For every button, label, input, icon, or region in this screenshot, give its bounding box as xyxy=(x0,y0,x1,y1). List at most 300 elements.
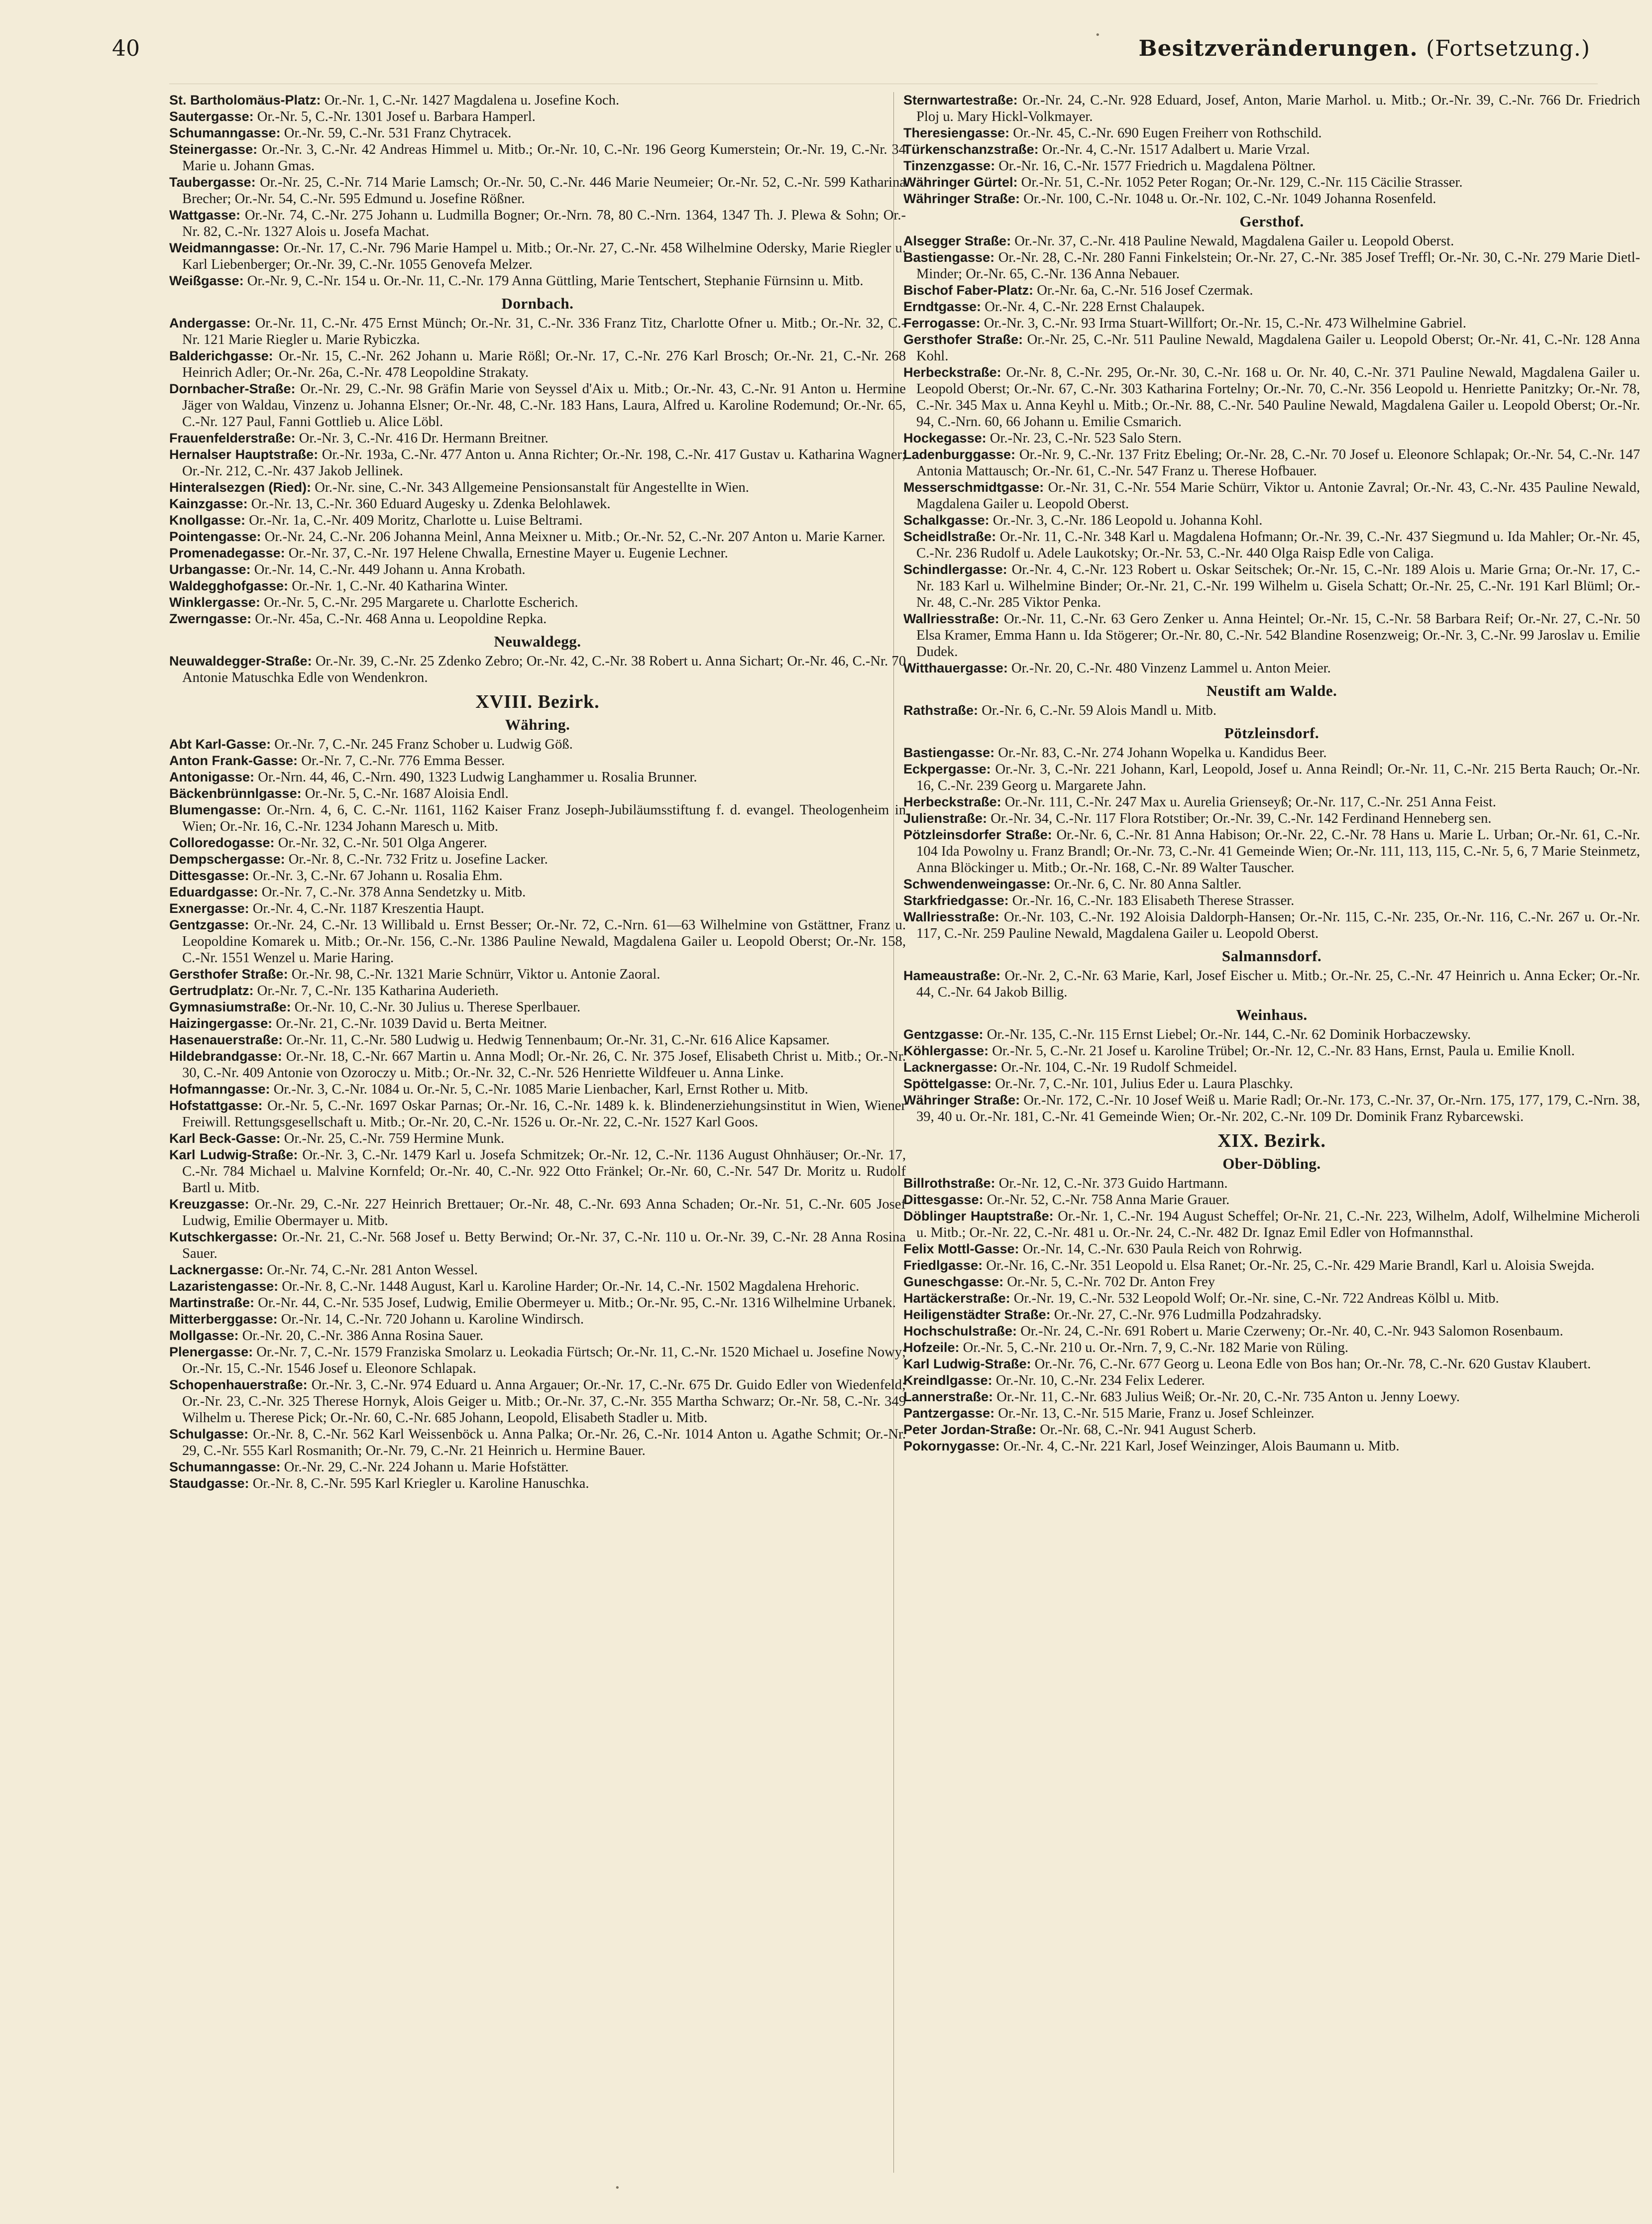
street-name: Gymnasiumstraße: xyxy=(169,1000,291,1014)
entry-text: Or.-Nr. 24, C.-Nr. 928 Eduard, Josef, Anton, Marie Marhol. u. Mitb.; Or.-Nr. 39, C.-Nr. 766 Dr. Friedrich Ploj u. Mary Hickl-Volkmayer. xyxy=(916,93,1640,124)
entry-text: Or.-Nr. 39, C.-Nr. 25 Zdenko Zebro; Or.-Nr. 42, C.-Nr. 38 Robert u. Anna Sichart; Or.-Nr. 46, C.-Nr. 70 Antonie Matuschka Edle von Wendenkron. xyxy=(182,654,906,685)
street-name: Ladenburggasse: xyxy=(903,447,1016,462)
street-entry xyxy=(169,273,906,289)
street-name: Hartäckerstraße: xyxy=(903,1291,1010,1306)
entry-text: Or.-Nr. 83, C.-Nr. 274 Johann Wopelka u. Kandidus Beer. xyxy=(998,745,1327,761)
entry-text: Or.-Nr. 15, C.-Nr. 262 Johann u. Marie Rößl; Or.-Nr. 17, C.-Nr. 276 Karl Brosch; Or.-Nr. 21, C.-Nr. 268 Heinrich Adler; Or.-Nr. 26a, C.-Nr. 478 Leopoldine Strakaty. xyxy=(182,348,906,380)
entry-text: Or.-Nr. 37, C.-Nr. 418 Pauline Newald, Magdalena Gailer u. Leopold Oberst. xyxy=(1014,233,1454,249)
entry-text: Or.-Nr. 25, C.-Nr. 511 Pauline Newald, Magdalena Gailer u. Leopold Oberst; Or.-Nr. 41, C.-Nr. 128 Anna Kohl. xyxy=(916,332,1640,364)
entry-text: Or.-Nr. 14, C.-Nr. 630 Paula Reich von Rohrwig. xyxy=(1022,1241,1303,1257)
street-name: St. Bartholomäus-Platz: xyxy=(169,93,321,108)
entry-text: Or.-Nr. 34, C.-Nr. 117 Flora Rotstiber; Or.-Nr. 39, C.-Nr. 142 Ferdinand Henneberg sen. xyxy=(991,811,1492,826)
street-entry xyxy=(903,1241,1640,1257)
street-name: Witthauergasse: xyxy=(903,661,1008,675)
street-name: Währinger Straße: xyxy=(903,191,1020,206)
street-name: Felix Mottl-Gasse: xyxy=(903,1241,1019,1256)
entry-text: Or.-Nr. 14, C.-Nr. 449 Johann u. Anna Krobath. xyxy=(254,562,526,577)
street-name: Herbeckstraße: xyxy=(903,365,1001,380)
street-name: Gersthofer Straße: xyxy=(169,967,288,982)
street-name: Knollgasse: xyxy=(169,513,246,528)
entry-text: Or.-Nr. 5, C.-Nr. 1301 Josef u. Barbara Hamperl. xyxy=(257,109,536,124)
bezirk-heading: XIX. Bezirk. xyxy=(1217,1130,1326,1151)
street-name: Zwerngasse: xyxy=(169,611,252,626)
entry-text: Or.-Nr. 1, C.-Nr. 1427 Magdalena u. Josefine Koch. xyxy=(324,93,620,108)
left-column xyxy=(169,92,906,2173)
street-name: Hasenauerstraße: xyxy=(169,1032,283,1047)
street-entry xyxy=(903,299,1640,315)
entry-text: Or.-Nr. 3, C.-Nr. 416 Dr. Hermann Breitner. xyxy=(299,431,549,446)
entry-text: Or.-Nrn. 44, 46, C.-Nrn. 490, 1323 Ludwig Langhammer u. Rosalia Brunner. xyxy=(258,770,697,785)
entry-text: Or.-Nr. 172, C.-Nr. 10 Josef Weiß u. Marie Radl; Or.-Nr. 173, C.-Nr. 37, Or.-Nrn. 175, 177, 179, C.-Nrn. 38, 39, 40 u. Or.-Nr. 181, C.-Nr. 41 Gemeinde Wien; Or.-Nr. 202, C.-Nr. 109 Dr. Dominik Franz Rybarcewski. xyxy=(916,1093,1640,1124)
entry-text: Or.-Nr. 4, C.-Nr. 228 Ernst Chalaupek. xyxy=(985,299,1205,315)
street-entry xyxy=(169,348,906,381)
street-name: Neuwaldegger-Straße: xyxy=(169,654,312,668)
entry-text: Or.-Nr. 10, C.-Nr. 234 Felix Lederer. xyxy=(995,1373,1205,1388)
street-name: Sautergasse: xyxy=(169,109,254,124)
entry-text: Or.-Nr. 17, C.-Nr. 796 Marie Hampel u. Mitb.; Or.-Nr. 27, C.-Nr. 458 Wilhelmine Odersky, Marie Riegler u. Karl Liebenberger; Or.-Nr. 39, C.-Nr. 1055 Genovefa Melzer. xyxy=(182,240,906,272)
street-entry xyxy=(169,1130,906,1147)
street-name: Gersthofer Straße: xyxy=(903,332,1023,347)
street-name: Martinstraße: xyxy=(169,1295,255,1310)
street-name: Julienstraße: xyxy=(903,811,988,826)
street-name: Abt Karl-Gasse: xyxy=(169,737,271,752)
street-name: Dempschergasse: xyxy=(169,852,285,867)
street-entry xyxy=(169,1262,906,1278)
street-entry xyxy=(169,1295,906,1311)
street-name: Wattgasse: xyxy=(169,208,241,222)
street-name: Taubergasse: xyxy=(169,175,256,190)
street-entry xyxy=(903,315,1640,332)
print-mark-bottom: • xyxy=(615,2183,620,2193)
entry-text: Or.-Nr. 21, C.-Nr. 1039 David u. Berta Meitner. xyxy=(276,1016,548,1031)
street-entry xyxy=(169,1048,906,1081)
district-heading: Pötzleinsdorf. xyxy=(1224,724,1320,742)
street-entry xyxy=(169,1229,906,1262)
street-name: Anton Frank-Gasse: xyxy=(169,753,298,768)
street-name: Türkenschanzstraße: xyxy=(903,142,1039,157)
street-name: Bischof Faber-Platz: xyxy=(903,283,1034,298)
street-entry xyxy=(169,983,906,999)
entry-text: Or.-Nr. 100, C.-Nr. 1048 u. Or.-Nr. 102, C.-Nr. 1049 Johanna Rosenfeld. xyxy=(1023,191,1436,207)
street-name: Kreindlgasse: xyxy=(903,1373,992,1388)
entry-text: Or.-Nr. 16, C.-Nr. 351 Leopold u. Elsa Ranet; Or.-Nr. 25, C.-Nr. 429 Marie Brandl, Karl u. Aloisia Swejda. xyxy=(986,1258,1595,1273)
entry-text: Or.-Nr. 6a, C.-Nr. 516 Josef Czermak. xyxy=(1037,283,1253,298)
street-name: Blumengasse: xyxy=(169,802,261,817)
street-name: Karl Ludwig-Straße: xyxy=(169,1147,298,1162)
street-entry xyxy=(903,282,1640,299)
entry-text: Or.-Nr. 74, C.-Nr. 275 Johann u. Ludmilla Bogner; Or.-Nrn. 78, 80 C.-Nrn. 1364, 1347 Th. J. Plewa & Sohn; Or.-Nr. 82, C.-Nr. 1327 Alois u. Josefa Machat. xyxy=(182,208,906,239)
entry-text: Or.-Nr. 13, C.-Nr. 515 Marie, Franz u. Josef Schleinzer. xyxy=(998,1406,1315,1421)
entry-text: Or.-Nr. 32, C.-Nr. 501 Olga Angerer. xyxy=(278,835,487,851)
street-name: Urbangasse: xyxy=(169,562,251,577)
street-entry xyxy=(903,1405,1640,1422)
street-entry xyxy=(903,1192,1640,1208)
street-name: Lacknergasse: xyxy=(903,1060,998,1075)
street-entry xyxy=(903,1422,1640,1438)
street-name: Lannerstraße: xyxy=(903,1389,993,1404)
entry-text: Or.-Nr. 31, C.-Nr. 554 Marie Schürr, Viktor u. Antonie Zavral; Or.-Nr. 43, C.-Nr. 435 Pauline Newald, Magdalena Gailer u. Leopold Oberst. xyxy=(916,480,1640,512)
street-name: Pokornygasse: xyxy=(903,1439,1000,1453)
street-entry xyxy=(169,653,906,686)
street-name: Schwendenweingasse: xyxy=(903,877,1051,891)
street-entry xyxy=(169,851,906,868)
street-name: Hofmanngasse: xyxy=(169,1082,270,1097)
district-heading: Gersthof. xyxy=(1239,213,1304,230)
street-name: Erndtgasse: xyxy=(903,299,982,314)
street-entry xyxy=(169,578,906,594)
street-name: Gertrudplatz: xyxy=(169,983,254,998)
entry-text: Or.-Nr. 24, C.-Nr. 13 Willibald u. Ernst Besser; Or.-Nr. 72, C.-Nrn. 61—63 Wilhelmine von Gstättner, Franz u. Leopoldine Komarek u. Mitb.; Or.-Nr. 156, C.-Nr. 1386 Pauline Newald, Magdalena Gailer u. Leopold Oberst; Or.-Nr. 158, C.-Nr. 1551 Wenzel u. Marie Haring. xyxy=(182,917,906,966)
entry-text: Or.-Nr. 25, C.-Nr. 714 Marie Lamsch; Or.-Nr. 50, C.-Nr. 446 Marie Neumeier; Or.-Nr. 52, C.-Nr. 599 Katharina Brecher; Or.-Nr. 54, C.-Nr. 595 Edmund u. Josefine Rößner. xyxy=(182,175,906,207)
street-entry xyxy=(903,745,1640,761)
street-entry xyxy=(169,753,906,769)
street-entry xyxy=(903,909,1640,942)
district-heading: Währing. xyxy=(505,716,570,733)
street-entry xyxy=(903,1257,1640,1274)
entry-text: Or.-Nr. 28, C.-Nr. 280 Fanni Finkelstein; Or.-Nr. 27, C.-Nr. 385 Josef Treffl; Or.-Nr. 30, C.-Nr. 279 Marie Dietl-Minder; Or.-Nr. 65, C.-Nr. 136 Anna Nebauer. xyxy=(916,250,1640,282)
entry-text: Or.-Nr. 29, C.-Nr. 98 Gräfin Marie von Seyssel d'Aix u. Mitb.; Or.-Nr. 43, C.-Nr. 91 Anton u. Hermine Jäger von Waldau, Vinzenz u. Johanna Elsner; Or.-Nr. 48, C.-Nr. 183 Hans, Laura, Alfred u. Karoline Rodemund; Or.-Nr. 65, C.-Nr. 127 Paul, Fanni Gottlieb u. Alice Löbl. xyxy=(182,381,906,430)
entry-text: Or.-Nr. 74, C.-Nr. 281 Anton Wessel. xyxy=(267,1262,478,1278)
street-name: Messerschmidtgasse: xyxy=(903,480,1044,495)
street-entry xyxy=(169,884,906,900)
street-name: Hinteralsezgen (Ried): xyxy=(169,480,312,495)
street-entry xyxy=(169,1475,906,1492)
entry-text: Or.-Nr. 3, C.-Nr. 974 Eduard u. Anna Argauer; Or.-Nr. 17, C.-Nr. 675 Dr. Guido Edler von Wiedenfeld; Or.-Nr. 23, C.-Nr. 325 Therese Hornyk, Alois Geiger u. Mitb.; Or.-Nr. 37, C.-Nr. 355 Martha Schwarz; Or.-Nr. 58, C.-Nr. 349 Wilhelm u. Therese Pick; Or.-Nr. 60, C.-Nr. 685 Johann, Leopold, Elisabeth Stadler u. Mitb. xyxy=(182,1377,906,1426)
street-entry xyxy=(169,141,906,174)
entry-text: Or.-Nr. 25, C.-Nr. 759 Hermine Munk. xyxy=(284,1131,505,1146)
entry-text: Or.-Nr. sine, C.-Nr. 343 Allgemeine Pensionsanstalt für Angestellte in Wien. xyxy=(315,480,749,495)
entry-text: Or.-Nr. 193a, C.-Nr. 477 Anton u. Anna Richter; Or.-Nr. 198, C.-Nr. 417 Gustav u. Katharina Wagner; Or.-Nr. 212, C.-Nr. 437 Jakob Jellinek. xyxy=(182,447,906,479)
entry-text: Or.-Nr. 76, C.-Nr. 677 Georg u. Leona Edle von Bos han; Or.-Nr. 78, C.-Nr. 620 Gustav Klaubert. xyxy=(1034,1356,1591,1372)
entry-text: Or.-Nr. 11, C.-Nr. 580 Ludwig u. Hedwig Tennenbaum; Or.-Nr. 31, C.-Nr. 616 Alice Kapsamer. xyxy=(286,1032,830,1048)
street-entry xyxy=(903,141,1640,158)
street-entry xyxy=(903,249,1640,282)
district-heading: Ober-Döbling. xyxy=(1222,1155,1321,1172)
street-name: Dittesgasse: xyxy=(169,868,249,883)
entry-text: Or.-Nr. 4, C.-Nr. 123 Robert u. Oskar Seitschek; Or.-Nr. 15, C.-Nr. 189 Alois u. Marie Grna; Or.-Nr. 17, C.-Nr. 183 Karl u. Wilhelmine Binder; Or.-Nr. 21, C.-Nr. 199 Wilhelm u. Gisela Schatt; Or.-Nr. 25, C.-Nr. 191 Karl Blüml; Or.-Nr. 48, C.-Nr. 285 Viktor Penka. xyxy=(916,562,1640,610)
street-name: Hofzeile: xyxy=(903,1340,960,1355)
print-mark: • xyxy=(1095,30,1101,40)
street-entry xyxy=(169,207,906,240)
street-entry xyxy=(169,785,906,802)
entry-text: Or.-Nr. 29, C.-Nr. 224 Johann u. Marie Hofstätter. xyxy=(284,1459,569,1475)
page-title-subtitle: (Fortsetzung.) xyxy=(1426,36,1590,61)
entry-text: Or.-Nr. 103, C.-Nr. 192 Aloisia Daldorph-Hansen; Or.-Nr. 115, C.-Nr. 235, Or.-Nr. 116, C.-Nr. 267 u. Or.-Nr. 117, C.-Nr. 259 Pauline Newald, Magdalena Gailer u. Leopold Oberst. xyxy=(916,909,1640,941)
entry-text: Or.-Nr. 10, C.-Nr. 30 Julius u. Therese Sperlbauer. xyxy=(294,1000,581,1015)
street-entry xyxy=(903,611,1640,660)
entry-text: Or.-Nr. 24, C.-Nr. 206 Johanna Meinl, Anna Meixner u. Mitb.; Or.-Nr. 52, C.-Nr. 207 Anton u. Marie Karner. xyxy=(264,529,885,545)
street-entry xyxy=(903,1092,1640,1125)
entry-text: Or.-Nr. 111, C.-Nr. 247 Max u. Aurelia Grienseyß; Or.-Nr. 117, C.-Nr. 251 Anna Feist. xyxy=(1004,794,1496,810)
entry-text: Or.-Nr. 5, C.-Nr. 1687 Aloisia Endl. xyxy=(305,786,509,801)
street-name: Währinger Straße: xyxy=(903,1093,1020,1108)
street-entry xyxy=(903,1438,1640,1454)
street-entry xyxy=(169,1344,906,1377)
page-number: 40 xyxy=(112,36,140,61)
entry-text: Or.-Nr. 7, C.-Nr. 245 Franz Schober u. Ludwig Göß. xyxy=(274,737,573,752)
entry-text: Or.-Nr. 16, C.-Nr. 183 Elisabeth Therese Strasser. xyxy=(1012,893,1295,908)
street-entry xyxy=(169,900,906,917)
entry-text: Or.-Nr. 59, C.-Nr. 531 Franz Chytracek. xyxy=(284,125,512,141)
street-entry xyxy=(903,332,1640,364)
entry-text: Or.-Nr. 1, C.-Nr. 194 August Scheffel; Or-Nr. 21, C.-Nr. 223, Wilhelm, Adolf, Wilhelmine Micheroli u. Mitb.; Or.-Nr. 22, C.-Nr. 481 u. Or.-Nr. 24, C.-Nr. 482 Dr. Ignaz Emil Edler von Hofmannsthal. xyxy=(916,1209,1640,1240)
street-entry xyxy=(903,876,1640,892)
street-name: Lazaristengasse: xyxy=(169,1279,279,1294)
street-name: Winklergasse: xyxy=(169,595,260,610)
street-entry xyxy=(169,174,906,207)
street-entry xyxy=(169,1196,906,1229)
street-name: Hildebrandgasse: xyxy=(169,1049,282,1064)
street-entry xyxy=(169,240,906,273)
street-name: Sternwartestraße: xyxy=(903,93,1018,108)
street-entry xyxy=(903,1076,1640,1092)
street-entry xyxy=(903,810,1640,827)
street-name: Lacknergasse: xyxy=(169,1262,264,1277)
street-name: Köhlergasse: xyxy=(903,1043,989,1058)
street-entry xyxy=(169,1015,906,1032)
street-entry xyxy=(903,158,1640,174)
entry-text: Or.-Nr. 135, C.-Nr. 115 Ernst Liebel; Or.-Nr. 144, C.-Nr. 62 Dominik Horbaczewsky. xyxy=(987,1027,1471,1042)
entry-text: Or.-Nr. 20, C.-Nr. 480 Vinzenz Lammel u. Anton Meier. xyxy=(1011,661,1331,676)
street-entry xyxy=(169,125,906,141)
street-name: Heiligenstädter Straße: xyxy=(903,1307,1051,1322)
street-entry xyxy=(169,868,906,884)
street-entry xyxy=(169,479,906,496)
street-entry xyxy=(903,892,1640,909)
entry-text: Or.-Nr. 4, C.-Nr. 221 Karl, Josef Weinzinger, Alois Baumann u. Mitb. xyxy=(1003,1439,1400,1454)
entry-text: Or.-Nr. 3, C.-Nr. 221 Johann, Karl, Leopold, Josef u. Anna Reindl; Or.-Nr. 11, C.-Nr. 215 Berta Rauch; Or.-Nr. 16, C.-Nr. 239 Georg u. Margarete Jahn. xyxy=(916,762,1640,793)
street-name: Frauenfelderstraße: xyxy=(169,431,296,445)
entry-text: Or.-Nr. 8, C.-Nr. 1448 August, Karl u. Karoline Harder; Or.-Nr. 14, C.-Nr. 1502 Magdalena Hrehoric. xyxy=(282,1279,860,1294)
street-name: Hameaustraße: xyxy=(903,968,1001,983)
entry-text: Or.-Nr. 68, C.-Nr. 941 August Scherb. xyxy=(1040,1422,1256,1438)
street-entry xyxy=(169,381,906,430)
entry-text: Or.-Nr. 5, C.-Nr. 1697 Oskar Parnas; Or.-Nr. 16, C.-Nr. 1489 k. k. Blindenerziehungsinstitut in Wien, Wiener Freiwill. Rettungsgesellschaft u. Mitb.; Or.-Nr. 20, C.-Nr. 1526 u. Or.-Nr. 22, C.-Nr. 1527 Karl Goos. xyxy=(182,1098,906,1130)
entry-text: Or.-Nr. 9, C.-Nr. 154 u. Or.-Nr. 11, C.-Nr. 179 Anna Güttling, Marie Tentschert, Stephanie Fürnsinn u. Mitb. xyxy=(247,273,864,289)
street-entry xyxy=(903,702,1640,719)
street-entry xyxy=(169,917,906,966)
page-header xyxy=(112,36,1590,76)
entry-text: Or.-Nr. 13, C.-Nr. 360 Eduard Augesky u. Zdenka Belohlawek. xyxy=(251,496,611,512)
street-entry xyxy=(169,1426,906,1459)
entry-text: Or.-Nr. 23, C.-Nr. 523 Salo Stern. xyxy=(990,431,1182,446)
street-entry xyxy=(903,1208,1640,1241)
street-name: Colloredogasse: xyxy=(169,835,275,850)
street-entry xyxy=(903,1339,1640,1356)
street-entry xyxy=(903,827,1640,876)
street-entry xyxy=(169,594,906,611)
street-name: Pointengasse: xyxy=(169,529,261,544)
street-entry xyxy=(169,529,906,545)
entry-text: Or.-Nr. 5, C.-Nr. 210 u. Or.-Nrn. 7, 9, C.-Nr. 182 Marie von Rüling. xyxy=(963,1340,1349,1355)
street-entry xyxy=(169,496,906,512)
street-entry xyxy=(903,761,1640,794)
street-name: Bäckenbrünnlgasse: xyxy=(169,786,302,801)
street-entry xyxy=(169,561,906,578)
street-entry xyxy=(169,315,906,348)
street-entry xyxy=(903,660,1640,676)
street-entry xyxy=(169,446,906,479)
street-name: Antonigasse: xyxy=(169,770,255,784)
street-entry xyxy=(169,1328,906,1344)
street-name: Balderichgasse: xyxy=(169,348,273,363)
street-entry xyxy=(903,1043,1640,1059)
street-entry xyxy=(903,529,1640,561)
street-name: Haizingergasse: xyxy=(169,1016,273,1031)
street-entry xyxy=(169,109,906,125)
entry-text: Or.-Nr. 37, C.-Nr. 197 Helene Chwalla, Ernestine Mayer u. Eugenie Lechner. xyxy=(288,546,728,561)
street-name: Kreuzgasse: xyxy=(169,1197,249,1212)
street-entry xyxy=(903,1059,1640,1076)
street-name: Kainzgasse: xyxy=(169,496,248,511)
street-entry xyxy=(903,561,1640,611)
street-name: Dornbacher-Straße: xyxy=(169,381,296,396)
street-name: Mollgasse: xyxy=(169,1328,239,1343)
entry-text: Or.-Nr. 7, C.-Nr. 378 Anna Sendetzky u. Mitb. xyxy=(261,885,526,900)
street-name: Peter Jordan-Straße: xyxy=(903,1422,1037,1437)
street-entry xyxy=(903,968,1640,1001)
street-entry xyxy=(903,174,1640,191)
page-title xyxy=(1138,36,1590,61)
street-entry xyxy=(169,835,906,851)
street-entry xyxy=(903,191,1640,207)
street-name: Kutschkergasse: xyxy=(169,1229,278,1244)
entry-text: Or.-Nr. 7, C.-Nr. 101, Julius Eder u. Laura Plaschky. xyxy=(995,1076,1293,1092)
street-entry xyxy=(903,1323,1640,1339)
street-name: Ferrogasse: xyxy=(903,316,981,331)
entry-text: Or.-Nr. 27, C.-Nr. 976 Ludmilla Podzahradsky. xyxy=(1054,1307,1322,1323)
entry-text: Or.-Nr. 3, C.-Nr. 186 Leopold u. Johanna Kohl. xyxy=(992,513,1263,528)
street-name: Hockegasse: xyxy=(903,431,987,445)
entry-text: Or.-Nr. 51, C.-Nr. 1052 Peter Rogan; Or.-Nr. 129, C.-Nr. 115 Cäcilie Strasser. xyxy=(1021,175,1463,190)
entry-text: Or.-Nr. 44, C.-Nr. 535 Josef, Ludwig, Emilie Obermeyer u. Mitb.; Or.-Nr. 95, C.-Nr. 1316 Wilhelmine Urbanek. xyxy=(258,1295,896,1311)
entry-text: Or.-Nr. 1, C.-Nr. 40 Katharina Winter. xyxy=(292,578,508,594)
entry-text: Or.-Nr. 7, C.-Nr. 776 Emma Besser. xyxy=(301,753,505,769)
street-name: Starkfriedgasse: xyxy=(903,893,1009,908)
entry-text: Or.-Nr. 8, C.-Nr. 595 Karl Kriegler u. Karoline Hanuschka. xyxy=(252,1476,589,1491)
district-heading: Neustift am Walde. xyxy=(1206,682,1337,699)
entry-text: Or.-Nr. 3, C.-Nr. 1084 u. Or.-Nr. 5, C.-Nr. 1085 Marie Lienbacher, Karl, Ernst Rother u. Mitb. xyxy=(273,1082,808,1097)
street-entry xyxy=(169,512,906,529)
entry-text: Or.-Nr. 45, C.-Nr. 690 Eugen Freiherr von Rothschild. xyxy=(1013,125,1322,141)
street-name: Pötzleinsdorfer Straße: xyxy=(903,827,1052,842)
street-name: Dittesgasse: xyxy=(903,1192,984,1207)
entry-text: Or.-Nr. 24, C.-Nr. 691 Robert u. Marie Czerweny; Or.-Nr. 40, C.-Nr. 943 Salomon Rosenbaum. xyxy=(1020,1324,1563,1339)
street-entry xyxy=(903,512,1640,529)
entry-text: Or.-Nr. 8, C.-Nr. 295, Or.-Nr. 30, C.-Nr. 168 u. Or. Nr. 40, C.-Nr. 371 Pauline Newald, Magdalena Gailer u. Leopold Oberst; Or.-Nr. 67, C.-Nr. 303 Katharina Fortelny; Or.-Nr. 70, C.-Nr. 356 Leopold u. Henriette Panitzky; Or.-Nr. 78, C.-Nr. 345 Max u. Anna Keyhl u. Mitb.; Or.-Nr. 88, C.-Nr. 540 Pauline Newald, Magdalena Gailer u. Leopold Oberst; Or.-Nr. 94, C.-Nrn. 60, 66 Johann u. Emilie Csmarich. xyxy=(916,365,1640,430)
street-entry xyxy=(903,1290,1640,1307)
street-entry xyxy=(169,802,906,835)
street-entry xyxy=(903,125,1640,141)
right-column xyxy=(903,92,1640,2173)
entry-text: Or.-Nr. 2, C.-Nr. 63 Marie, Karl, Josef Eischer u. Mitb.; Or.-Nr. 25, C.-Nr. 47 Heinrich u. Anna Ecker; Or.-Nr. 44, C.-Nr. 64 Jakob Billig. xyxy=(916,968,1640,1000)
street-name: Plenergasse: xyxy=(169,1344,253,1359)
entry-text: Or.-Nr. 5, C.-Nr. 295 Margarete u. Charlotte Escherich. xyxy=(264,595,578,610)
district-heading: Neuwaldegg. xyxy=(494,633,581,650)
street-name: Gentzgasse: xyxy=(169,917,249,932)
street-name: Schulgasse: xyxy=(169,1427,249,1442)
entry-text: Or.-Nr. 1a, C.-Nr. 409 Moritz, Charlotte u. Luise Beltrami. xyxy=(249,513,583,528)
street-name: Schalkgasse: xyxy=(903,513,990,528)
street-entry xyxy=(903,1389,1640,1405)
entry-text: Or.-Nr. 6, C. Nr. 80 Anna Saltler. xyxy=(1054,877,1242,892)
street-name: Hochschulstraße: xyxy=(903,1324,1017,1338)
street-entry xyxy=(903,1307,1640,1323)
street-entry xyxy=(169,1147,906,1196)
street-name: Währinger Gürtel: xyxy=(903,175,1018,190)
street-name: Bastiengasse: xyxy=(903,745,995,760)
entry-text: Or.-Nr. 19, C.-Nr. 532 Leopold Wolf; Or.-Nr. sine, C.-Nr. 722 Andreas Kölbl u. Mitb. xyxy=(1013,1291,1499,1306)
street-name: Eduardgasse: xyxy=(169,885,258,899)
entry-text: Or.-Nr. 7, C.-Nr. 135 Katharina Auderieth. xyxy=(257,983,499,999)
entry-text: Or.-Nrn. 4, 6, C. C.-Nr. 1161, 1162 Kaiser Franz Joseph-Jubiläumsstiftung f. d. evangel. Theologenheim in Wien; Or.-Nr. 16, C.-Nr. 1234 Johann Maresch u. Mitb. xyxy=(182,802,906,834)
street-entry xyxy=(903,430,1640,446)
street-entry xyxy=(169,430,906,446)
street-name: Exnergasse: xyxy=(169,901,249,916)
entry-text: Or.-Nr. 12, C.-Nr. 373 Guido Hartmann. xyxy=(998,1176,1228,1191)
street-name: Schopenhauerstraße: xyxy=(169,1377,308,1392)
street-entry xyxy=(903,794,1640,810)
entry-text: Or.-Nr. 8, C.-Nr. 732 Fritz u. Josefine Lacker. xyxy=(288,852,548,867)
street-entry xyxy=(169,1459,906,1475)
street-entry xyxy=(903,1175,1640,1192)
street-entry xyxy=(169,1377,906,1426)
entry-text: Or.-Nr. 8, C.-Nr. 562 Karl Weissenböck u. Anna Palka; Or.-Nr. 26, C.-Nr. 1014 Anton u. Agathe Schmit; Or.-Nr. 29, C.-Nr. 555 Karl Rosmanith; Or.-Nr. 79, C.-Nr. 21 Heinrich u. Hermine Bauer. xyxy=(182,1427,906,1458)
street-name: Rathstraße: xyxy=(903,703,979,718)
entry-text: Or.-Nr. 3, C.-Nr. 93 Irma Stuart-Willfort; Or.-Nr. 15, C.-Nr. 473 Wilhelmine Gabriel. xyxy=(984,316,1466,331)
street-entry xyxy=(903,1274,1640,1290)
entry-text: Or.-Nr. 104, C.-Nr. 19 Rudolf Schmeidel. xyxy=(1001,1060,1237,1075)
street-name: Promenadegasse: xyxy=(169,546,285,560)
street-entry xyxy=(903,364,1640,430)
bezirk-heading: XVIII. Bezirk. xyxy=(475,691,600,712)
street-entry xyxy=(903,1372,1640,1389)
street-name: Andergasse: xyxy=(169,316,251,331)
street-name: Mitterberggasse: xyxy=(169,1312,278,1327)
street-name: Staudgasse: xyxy=(169,1476,249,1491)
street-name: Scheidlstraße: xyxy=(903,529,996,544)
entry-text: Or.-Nr. 98, C.-Nr. 1321 Marie Schnürr, Viktor u. Antonie Zaoral. xyxy=(291,967,661,982)
entry-text: Or.-Nr. 11, C.-Nr. 63 Gero Zenker u. Anna Heintel; Or.-Nr. 15, C.-Nr. 58 Barbara Reif; Or.-Nr. 27, C.-Nr. 50 Elsa Kramer, Emma Hann u. Ida Stögerer; Or.-Nr. 80, C.-Nr. 542 Blandine Rosenzweig; Or.-Nr. 3, C.-Nr. 99 Jaroslav u. Emilie Dudek. xyxy=(916,611,1640,660)
entry-text: Or.-Nr. 9, C.-Nr. 137 Fritz Ebeling; Or.-Nr. 28, C.-Nr. 70 Josef u. Eleonore Schlapak; Or.-Nr. 54, C.-Nr. 147 Antonia Mattausch; Or.-Nr. 61, C.-Nr. 547 Franz u. Therese Hofbauer. xyxy=(916,447,1640,479)
district-heading: Dornbach. xyxy=(501,295,574,312)
street-name: Karl Beck-Gasse: xyxy=(169,1131,281,1146)
street-name: Herbeckstraße: xyxy=(903,794,1001,809)
street-entry xyxy=(169,1278,906,1295)
street-name: Steinergasse: xyxy=(169,142,258,157)
street-name: Wallriesstraße: xyxy=(903,909,999,924)
entry-text: Or.-Nr. 16, C.-Nr. 1577 Friedrich u. Magdalena Pöltner. xyxy=(998,158,1316,174)
street-name: Friedlgasse: xyxy=(903,1258,983,1273)
street-name: Alsegger Straße: xyxy=(903,233,1011,248)
entry-text: Or.-Nr. 5, C.-Nr. 21 Josef u. Karoline Trübel; Or.-Nr. 12, C.-Nr. 83 Hans, Ernst, Paula u. Emilie Knoll. xyxy=(992,1043,1575,1059)
entry-text: Or.-Nr. 5, C.-Nr. 702 Dr. Anton Frey xyxy=(1007,1274,1215,1290)
street-name: Gentzgasse: xyxy=(903,1027,984,1042)
street-name: Eckpergasse: xyxy=(903,762,991,777)
street-name: Weidmanngasse: xyxy=(169,240,280,255)
street-entry xyxy=(903,446,1640,479)
street-name: Döblinger Hauptstraße: xyxy=(903,1209,1054,1223)
street-entry xyxy=(169,769,906,785)
street-name: Wallriesstraße: xyxy=(903,611,999,626)
entry-text: Or.-Nr. 4, C.-Nr. 1517 Adalbert u. Marie Vrzal. xyxy=(1042,142,1310,157)
entry-text: Or.-Nr. 3, C.-Nr. 1479 Karl u. Josefa Schmitzek; Or.-Nr. 12, C.-Nr. 1136 August Ohnhäuser; Or.-Nr. 17, C.-Nr. 784 Michael u. Malvine Kornfeld; Or.-Nr. 40, C.-Nr. 922 Otto Fränkel; Or.-Nr. 60, C.-Nr. 547 Dr. Moritz u. Rudolf Bartl u. Mitb. xyxy=(182,1147,906,1196)
entry-text: Or.-Nr. 52, C.-Nr. 758 Anna Marie Grauer. xyxy=(987,1192,1230,1208)
street-name: Schumanngasse: xyxy=(169,1459,281,1474)
street-name: Hernalser Hauptstraße: xyxy=(169,447,319,462)
street-name: Waldegghofgasse: xyxy=(169,578,289,593)
street-name: Schumanngasse: xyxy=(169,125,281,140)
